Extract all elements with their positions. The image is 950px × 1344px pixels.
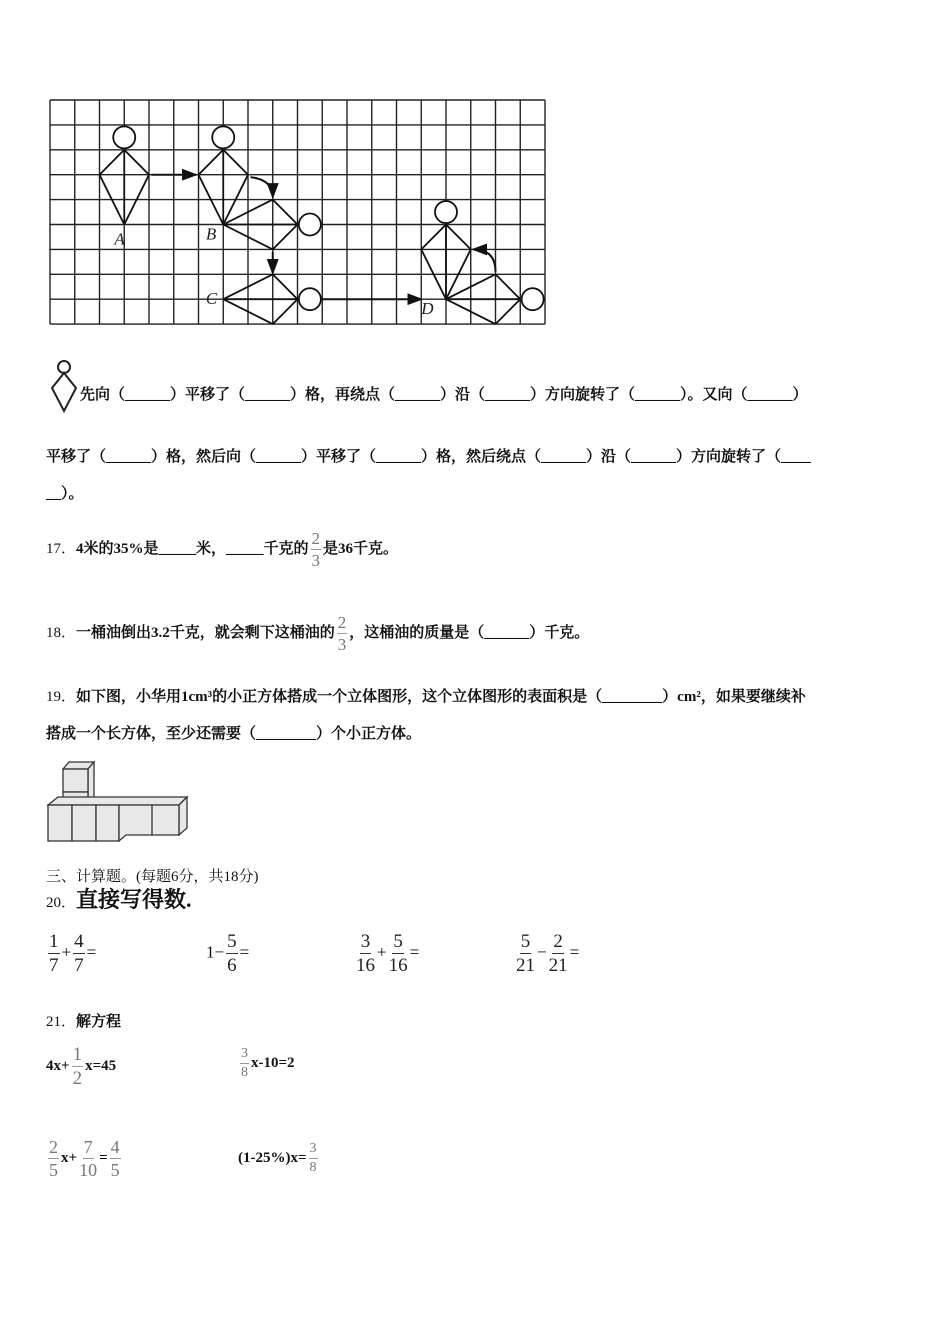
denominator: 16 [356, 955, 375, 976]
arrow [250, 177, 272, 197]
whole-number: 1 [206, 942, 215, 962]
fraction [226, 932, 238, 975]
q20-item-4 [514, 932, 579, 975]
equation-text: 4x+ [46, 1057, 70, 1074]
operator: + [377, 942, 387, 962]
fraction [311, 530, 322, 569]
equals-sign: = [569, 942, 580, 962]
question-19-line1 [46, 687, 806, 707]
fraction [48, 1138, 59, 1179]
denominator: 3 [311, 551, 321, 570]
fraction [309, 1142, 318, 1175]
figure-edge [273, 200, 298, 225]
figure-edge [223, 150, 248, 175]
operator: − [214, 942, 225, 962]
denominator: 10 [79, 1160, 98, 1180]
equation-text: x+ [61, 1149, 78, 1166]
figure-edge [100, 150, 125, 175]
numerator: 4 [110, 1137, 120, 1157]
equation-2 [238, 1047, 295, 1080]
q17-text-after: 是36千克。 [323, 540, 399, 557]
numerator: 2 [49, 1137, 58, 1157]
transformation-grid-figure [0, 0, 560, 340]
denominator: 6 [227, 955, 237, 976]
denominator: 21 [548, 955, 568, 976]
question-number: 19． [46, 689, 77, 705]
figure-edge [273, 274, 298, 299]
arrow [473, 249, 495, 271]
figure-head [299, 214, 321, 236]
question-number: 18． [46, 624, 77, 641]
numerator: 5 [393, 931, 403, 952]
figure-head [113, 126, 135, 148]
cubes-figure [44, 755, 194, 845]
denominator: 7 [49, 955, 59, 976]
denominator: 5 [49, 1160, 58, 1180]
q16-line2: 平移了（______）格，然后向（______）平移了（______）格，然后绕点（______）沿（______）方向旋转了（____ [46, 449, 812, 465]
question-18 [46, 614, 589, 653]
numerator: 3 [240, 1047, 249, 1064]
figure-edge [421, 225, 446, 250]
figure-edge [273, 225, 298, 250]
fraction [389, 932, 408, 975]
fraction [110, 1138, 121, 1179]
point-label-D: D [421, 299, 434, 319]
figure-icon [44, 358, 80, 416]
denominator: 16 [388, 955, 408, 976]
equals-sign: = [86, 942, 97, 962]
numerator: 2 [553, 931, 563, 952]
q19-text: 如下图，小华用1cm³的小正方体搭成一个立体图形，这个立体图形的表面积是（________）cm²，如果要继续补 [76, 689, 806, 705]
question-number: 17． [46, 540, 77, 557]
equals-sign: = [409, 942, 420, 962]
equals-sign: = [239, 942, 250, 962]
denominator: 7 [74, 955, 84, 976]
figure-edge [199, 150, 224, 175]
operator: − [537, 942, 547, 962]
denominator: 8 [309, 1160, 317, 1175]
figure-edge [496, 299, 521, 324]
fraction [79, 1138, 97, 1179]
figure-head [522, 288, 544, 310]
equation-text: (1-25%)x= [238, 1149, 307, 1166]
question-number: 20． [46, 895, 77, 911]
fraction [516, 932, 535, 975]
numerator: 7 [83, 1137, 93, 1157]
numerator: 5 [520, 931, 531, 952]
question-21-title: 解方程 [76, 1014, 122, 1030]
q20-item-3 [354, 932, 419, 975]
q18-text-after: ，这桶油的质量是（______）千克。 [349, 624, 590, 641]
fraction [549, 932, 568, 975]
fraction [73, 932, 85, 975]
numerator: 1 [72, 1044, 83, 1065]
question-17 [46, 530, 398, 569]
equation-3 [46, 1138, 123, 1179]
point-label-B: B [205, 224, 217, 244]
point-label-C: C [205, 289, 218, 309]
question-21 [46, 1012, 121, 1032]
figure-edge [446, 225, 471, 250]
denominator: 5 [110, 1160, 120, 1180]
numerator: 3 [309, 1142, 318, 1159]
q16-line1: 先向（______）平移了（______）格，再绕点（______）沿（______）方向旋转了（______）。又向（______） [80, 387, 808, 403]
numerator: 2 [311, 529, 321, 548]
figure-head [299, 288, 321, 310]
q17-text-before: 4米的35%是_____米，_____千克的 [76, 540, 309, 557]
fraction [72, 1045, 84, 1088]
fraction [48, 932, 60, 975]
q20-item-1 [46, 932, 96, 975]
question-19-line2: 搭成一个长方体，至少还需要（________）个小正方体。 [46, 726, 422, 742]
equation-1 [46, 1045, 116, 1088]
question-number: 21． [46, 1014, 77, 1030]
equation-4 [238, 1142, 320, 1175]
fraction [337, 614, 348, 653]
point-label-A: A [114, 229, 125, 249]
q16-line3: __）。 [46, 486, 84, 502]
fraction [240, 1047, 249, 1080]
denominator: 8 [241, 1065, 248, 1080]
figure-edge [273, 299, 298, 324]
numerator: 4 [74, 931, 84, 952]
question-20-title: 直接写得数. [76, 887, 192, 912]
figure-edge [496, 274, 521, 299]
figure-edge [124, 150, 149, 175]
numerator: 5 [227, 931, 237, 952]
numerator: 1 [49, 931, 59, 952]
section-3-heading: 三、计算题。(每题6分，共18分) [46, 869, 259, 885]
operator: + [61, 942, 72, 962]
figure-head [212, 126, 234, 148]
equals-sign: = [99, 1149, 108, 1166]
q18-text-before: 一桶油倒出3.2千克，就会剩下这桶油的 [76, 624, 335, 641]
equation-text: x=45 [85, 1057, 117, 1074]
figure-head [435, 201, 457, 223]
equation-text: x-10=2 [251, 1054, 295, 1071]
numerator: 3 [360, 931, 371, 952]
denominator: 3 [337, 635, 347, 654]
denominator: 21 [516, 955, 535, 976]
denominator: 2 [72, 1068, 83, 1089]
numerator: 2 [337, 613, 347, 632]
q20-item-2 [206, 932, 249, 975]
question-20 [46, 887, 192, 913]
fraction [356, 932, 375, 975]
